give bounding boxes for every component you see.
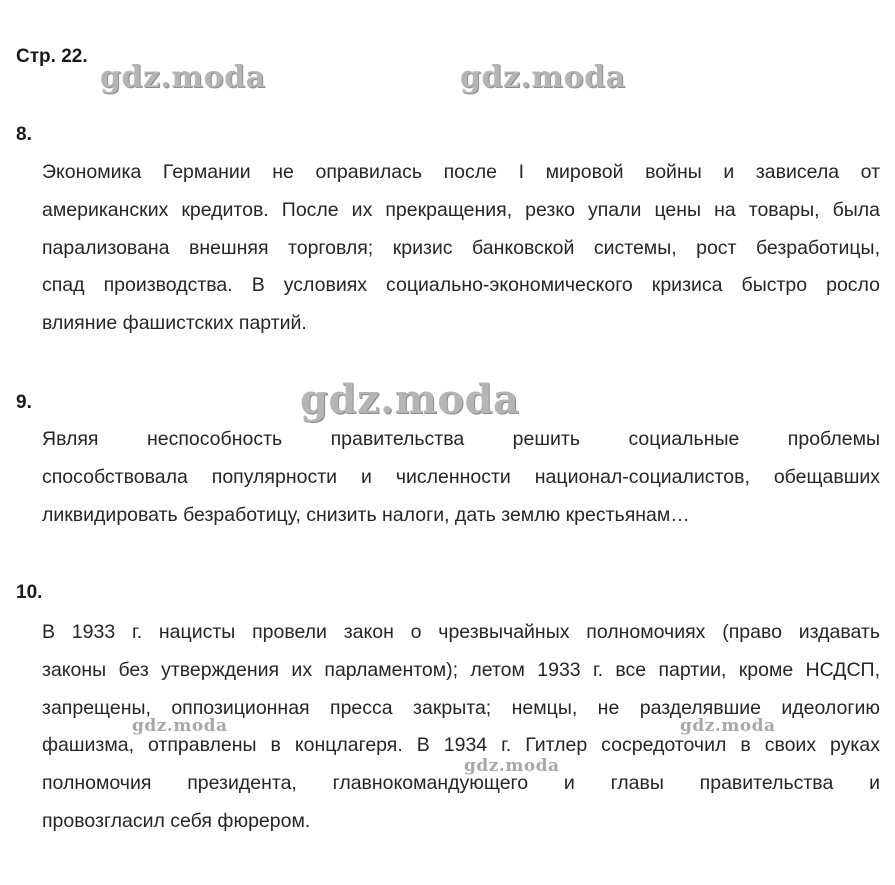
question-number-10: 10. [16, 582, 43, 603]
text-line: запрещены, оппозиционная пресса закрыта; немцы, не разделявшие идеологию [42, 696, 880, 719]
text-line: американских кредитов. После их прекращения, резко упали цены на товары, была [42, 198, 880, 221]
watermark-logo: gdz.moda [300, 376, 520, 423]
watermark-logo: gdz.moda [460, 60, 626, 95]
answer-paragraph-9 [16, 421, 880, 534]
watermark-logo: gdz.moda [464, 756, 560, 776]
text-line: парализована внешняя торговля; кризис банковской системы, рост безработицы, [42, 236, 880, 259]
text-line: спад производства. В условиях социально-экономического кризиса быстро росло [42, 274, 880, 297]
watermark-logo: gdz.moda [100, 60, 266, 95]
text-line: законы без утверждения их парламентом); летом 1933 г. все партии, кроме НСДСП, [42, 658, 880, 681]
text-line: ликвидировать безработицу, снизить налоги, дать землю крестьянам… [42, 503, 690, 526]
answer-paragraph-8 [16, 154, 880, 343]
text-line: Являя неспособность правительства решить социальные проблемы [42, 428, 880, 450]
question-number-9: 9. [16, 392, 32, 413]
text-line: провозгласил себя фюрером. [42, 809, 311, 832]
watermark-logo: gdz.moda [680, 716, 776, 736]
text-line: влияние фашистских партий. [42, 312, 307, 335]
text-line: В 1933 г. нацисты провели закон о чрезвычайных полномочиях (право издавать [42, 621, 880, 643]
text-line: полномочия президента, главнокомандующего и главы правительства и [42, 772, 880, 795]
text-line: способствовала популярности и численности национал-социалистов, обещавших [42, 465, 880, 488]
text-line: Экономика Германии не оправилась после I мировой войны и зависела от [42, 161, 880, 183]
text-line: фашизма, отправлены в концлагеря. В 1934 г. Гитлер сосредоточил в своих руках [42, 734, 880, 757]
watermark-logo: gdz.moda [132, 716, 228, 736]
page-label: Стр. 22. [16, 46, 88, 67]
question-number-8: 8. [16, 124, 32, 145]
